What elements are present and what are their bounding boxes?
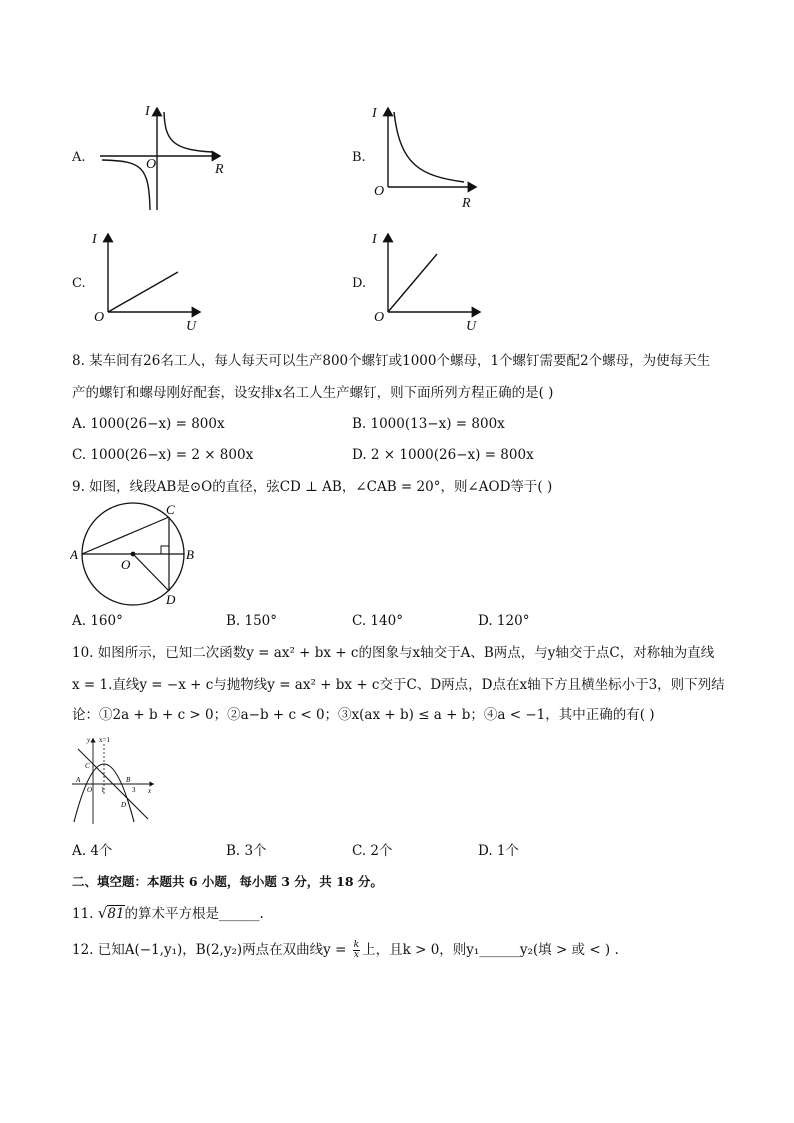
graph-d-i-label: I (372, 232, 377, 247)
option-a-label: A. (72, 150, 86, 165)
option-c-label: C. (72, 276, 86, 291)
q10-stem-line2: x = 1.直线y = −x + c与抛物线y = ax² + bx + c交于C、D两点，D点在x轴下方且横坐标小于3，则下列结 (72, 677, 725, 693)
q9-option-d: D. 120° (478, 613, 530, 629)
option-b-label: B. (352, 150, 366, 165)
q9-label-c: C (166, 502, 175, 517)
q10-label-3: 3 (132, 786, 136, 794)
q9-label-o: O (121, 557, 131, 572)
q10-stem-line3: 论：①2a + b + c > 0；②a−b + c < 0；③x(ax + b) ≤ a + b；④a < −1，其中正确的有( ) (72, 707, 655, 723)
q8-option-d: D. 2 × 1000(26−x) = 800x (352, 447, 534, 463)
q8-stem-line2: 产的螺钉和螺母刚好配套，设安排x名工人生产螺钉，则下面所列方程正确的是( ) (72, 385, 554, 401)
q9-option-a: A. 160° (72, 613, 123, 629)
q9-stem: 9. 如图，线段AB是⊙O的直径，弦CD ⊥ AB，∠CAB = 20°，则∠AOD等于( ) (72, 479, 553, 495)
sqrt-symbol: √ (97, 904, 108, 922)
graph-d-u-label: U (466, 319, 477, 334)
q12-frac-num: k (353, 940, 360, 950)
graph-c-u-label: U (186, 319, 197, 334)
graph-a-r-label: R (215, 162, 224, 177)
q9-option-c: C. 140° (352, 613, 403, 629)
q10-label-1: 1 (101, 786, 105, 794)
q11 (72, 904, 264, 923)
q9-label-b: B (186, 547, 194, 562)
q11-radicand: 81 (107, 906, 125, 922)
graph-c-i-label: I (92, 232, 97, 247)
q9-label-d: D (166, 592, 176, 607)
q12-fraction (353, 941, 360, 960)
graph-c (100, 228, 210, 323)
q10-option-c: C. 2个 (352, 843, 393, 859)
q10-label-b: B (126, 776, 131, 784)
q10-label-d: D (121, 801, 127, 809)
q10-label-x: x (148, 787, 152, 795)
q10-option-a: A. 4个 (72, 843, 113, 859)
q8-option-b: B. 1000(13−x) = 800x (352, 416, 505, 432)
q12-frac-den: x (353, 950, 359, 960)
q9-label-a: A (70, 547, 78, 562)
q12-part1: 12. 已知A(−1,y₁)，B(2,y₂)两点在双曲线y = (72, 942, 351, 958)
q10-option-d: D. 1个 (478, 843, 520, 859)
graph-d-o-label: O (374, 310, 385, 325)
q10-parabola-figure (70, 734, 160, 826)
option-d-label: D. (352, 276, 367, 291)
graph-b (380, 100, 490, 200)
q11-prefix: 11. (72, 906, 98, 922)
q12 (72, 941, 619, 960)
q10-label-y: y (87, 736, 91, 744)
section-title: 二、填空题：本题共 6 小题，每小题 3 分，共 18 分。 (72, 874, 383, 889)
graph-a-o-label: O (146, 157, 157, 172)
q10-label-c: C (85, 762, 90, 770)
q9-circle-figure (70, 500, 210, 610)
graph-a-i-label: I (145, 104, 150, 119)
graph-b-o-label: O (374, 184, 385, 199)
graph-b-i-label: I (372, 106, 377, 121)
q10-label-a: A (76, 776, 81, 784)
q9-option-b: B. 150° (226, 613, 278, 629)
graph-a (92, 100, 242, 215)
q8-option-c: C. 1000(26−x) = 2 × 800x (72, 447, 254, 463)
q10-label-o: O (87, 786, 93, 794)
graph-b-r-label: R (462, 196, 471, 211)
graph-c-o-label: O (94, 310, 105, 325)
q11-suffix: 的算术平方根是______. (124, 906, 264, 922)
q10-option-b: B. 3个 (226, 843, 267, 859)
q12-part2: 上，且k > 0，则y₁______y₂(填 > 或 < ) . (362, 942, 619, 958)
q10-label-axis: x=1 (99, 736, 110, 744)
q8-option-a: A. 1000(26−x) = 800x (72, 416, 225, 432)
graph-d (380, 228, 490, 323)
q8-stem-line1: 8. 某车间有26名工人，每人每天可以生产800个螺钉或1000个螺母，1个螺钉需要配2个螺母，为使每天生 (72, 353, 711, 369)
q10-stem-line1: 10. 如图所示，已知二次函数y = ax² + bx + c的图象与x轴交于A、B两点，与y轴交于点C，对称轴为直线 (72, 645, 715, 661)
